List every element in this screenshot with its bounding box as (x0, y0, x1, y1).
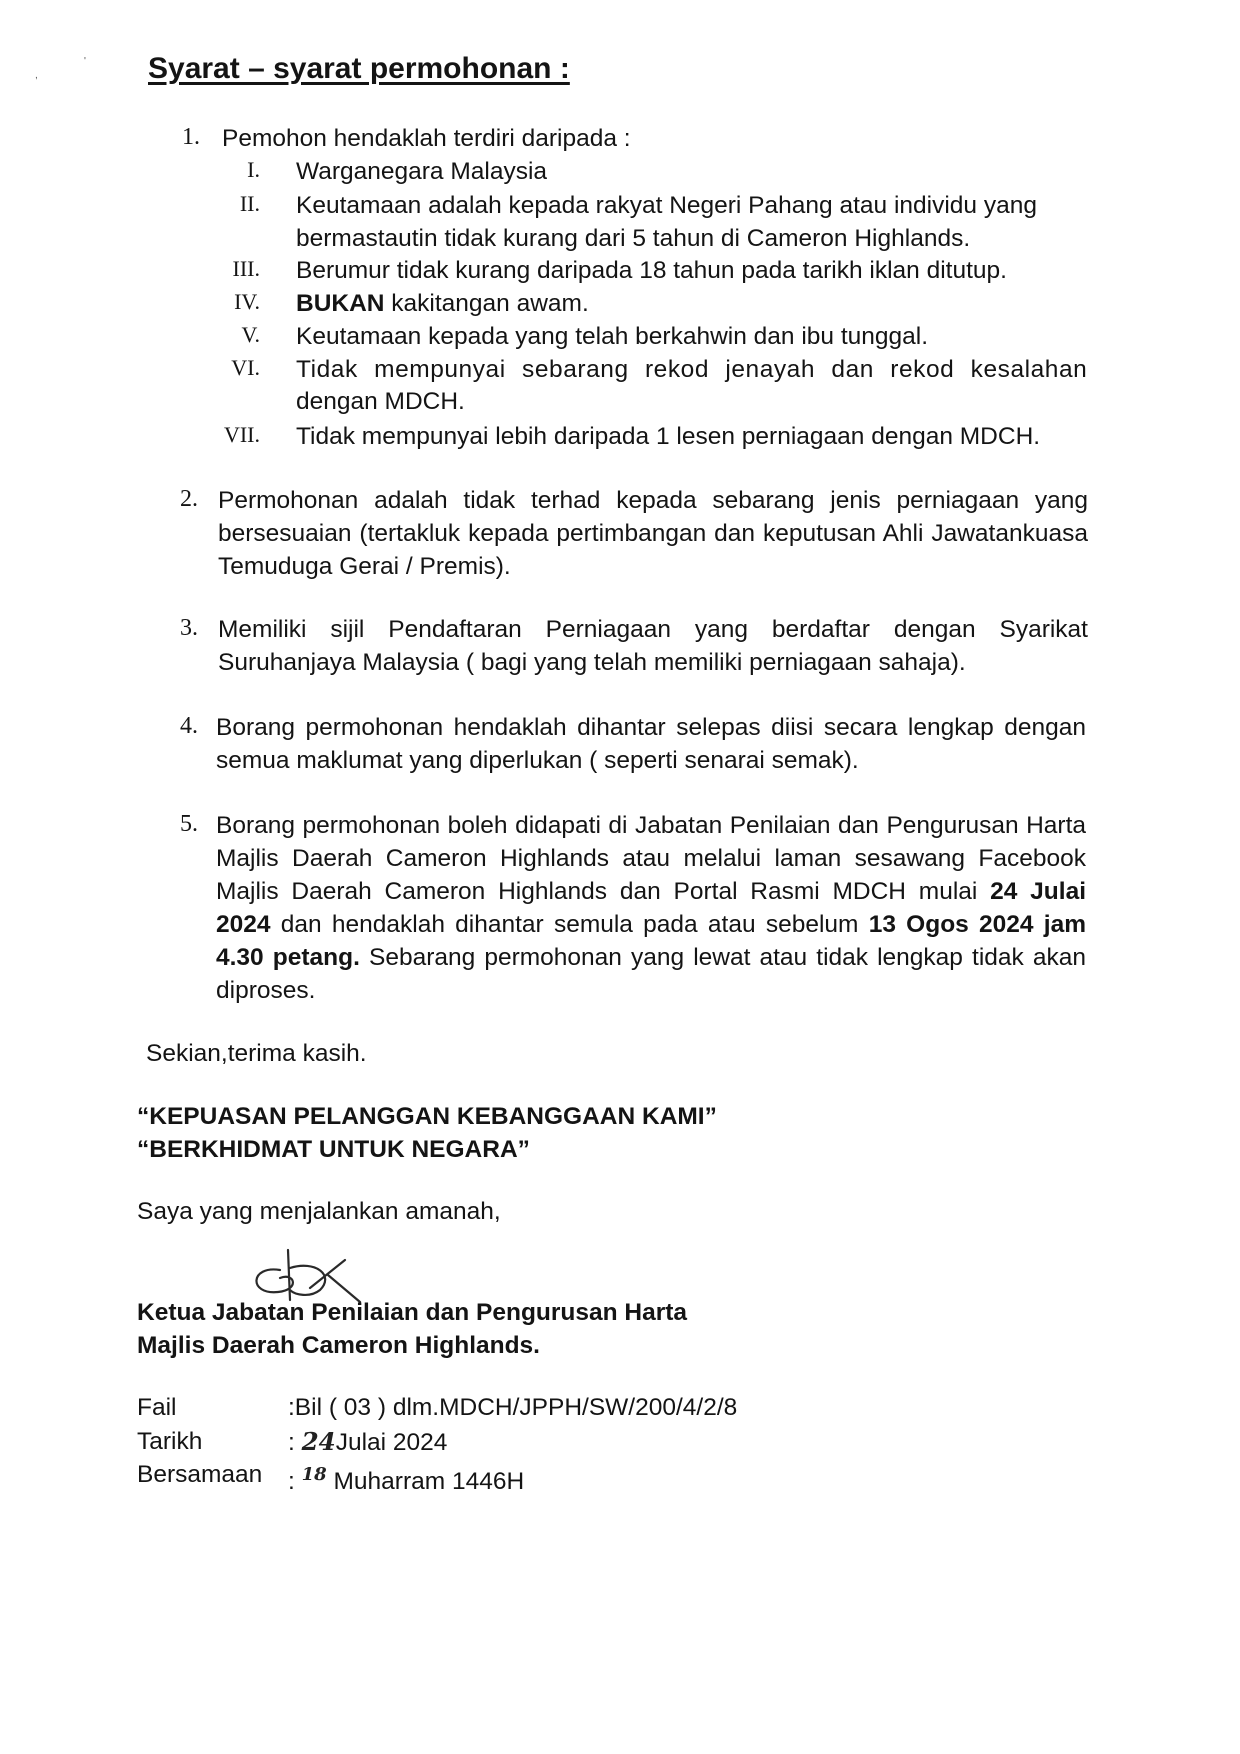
item-text-part: dan hendaklah dihantar semula pada atau sebelum (270, 911, 869, 938)
subitem-text: Tidak mempunyai lebih daripada 1 lesen perniagaan dengan MDCH. (296, 423, 1041, 450)
subitem-rest: kakitangan awam. (384, 290, 589, 317)
subitem-numeral: VII. (223, 422, 260, 447)
scan-mark: , (35, 70, 38, 81)
item-text: Pemohon hendaklah terdiri daripada : (222, 125, 631, 152)
subitem-text: Keutamaan adalah kepada rakyat Negeri Pahang atau individu yang (296, 192, 1037, 219)
subitem-numeral: I. (247, 157, 260, 182)
scan-mark: ' (84, 56, 86, 67)
item-text: Memiliki sijil Pendaftaran Perniagaan yang berdaftar dengan Syarikat Suruhanjaya Malaysia ( bagi yang telah memiliki perniagaan sahaja). (218, 616, 1088, 676)
subitem-numeral: IV. (234, 289, 260, 314)
start-date: 24 Julai 2024 (216, 878, 1086, 938)
meta-date-text: Julai 2024 (335, 1429, 448, 1456)
motto-line-2: “BERKHIDMAT UNTUK NEGARA” (137, 1136, 530, 1163)
meta-label-date: Tarikh (137, 1428, 203, 1455)
item-number: 4. (180, 713, 198, 739)
subitem-text-continued: dengan MDCH. (296, 388, 465, 415)
subitem-text-continued: bermastautin tidak kurang dari 5 tahun di Cameron Highlands. (296, 225, 971, 252)
item-text (216, 809, 1086, 1007)
deadline: 13 Ogos 2024 jam 4.30 petang. (216, 911, 1086, 971)
emphasis: BUKAN (296, 290, 385, 317)
signoff-text: Saya yang menjalankan amanah, (137, 1198, 501, 1225)
subitem-numeral: III. (232, 256, 260, 281)
meta-separator: : (288, 1468, 302, 1496)
subitem-numeral: VI. (231, 355, 260, 380)
page-title: Syarat – syarat permohonan : (148, 52, 570, 85)
signatory-organisation: Majlis Daerah Cameron Highlands. (137, 1332, 540, 1359)
subitem-text: Berumur tidak kurang daripada 18 tahun pada tarikh iklan ditutup. (296, 257, 1007, 284)
closing-text: Sekian,terima kasih. (146, 1040, 367, 1067)
meta-value-date (288, 1425, 447, 1459)
item-text-part: Sebarang permohonan yang lewat atau tidak lengkap tidak akan diproses. (216, 944, 1086, 1004)
subitem-text: Tidak mempunyai sebarang rekod jenayah dan rekod kesalahan (296, 356, 1088, 383)
handwritten-day: 24 (301, 1427, 336, 1456)
meta-hijri-text: Muharram 1446H (326, 1468, 525, 1496)
subitem-text (296, 287, 589, 320)
motto-line-1: “KEPUASAN PELANGGAN KEBANGGAAN KAMI” (137, 1103, 717, 1130)
meta-value-file: :Bil ( 03 ) dlm.MDCH/JPPH/SW/200/4/2/8 (288, 1394, 738, 1421)
subitem-numeral: II. (239, 191, 260, 216)
item-text: Permohonan adalah tidak terhad kepada sebarang jenis perniagaan yang bersesuaian (tertakluk kepada pertimbangan dan keputusan Ahli Jawatankuasa Temuduga Gerai / Premis). (218, 487, 1088, 580)
item-number: 1. (182, 124, 200, 150)
item-number: 2. (180, 486, 198, 512)
meta-separator: : (288, 1429, 302, 1456)
item-number: 3. (180, 615, 198, 641)
meta-value-hijri (288, 1458, 524, 1498)
subitem-text: Warganegara Malaysia (296, 158, 548, 185)
meta-label-file: Fail (137, 1394, 177, 1421)
item-number: 5. (180, 811, 198, 837)
handwritten-hijri-day: 18 (301, 1464, 327, 1485)
item-text-part: Borang permohonan boleh didapati di Jabatan Penilaian dan Pengurusan Harta Majlis Daerah Cameron Highlands atau melalui laman sesawang Facebook Majlis Daerah Cameron Highlands dan Portal Rasmi MDCH mulai (216, 812, 1086, 905)
subitem-text: Keutamaan kepada yang telah berkahwin dan ibu tunggal. (296, 323, 929, 350)
item-text: Borang permohonan hendaklah dihantar selepas diisi secara lengkap dengan semua maklumat yang diperlukan ( seperti senarai semak). (216, 714, 1086, 774)
subitem-numeral: V. (241, 322, 260, 347)
meta-label-hijri: Bersamaan (137, 1461, 263, 1488)
signatory-title: Ketua Jabatan Penilaian dan Pengurusan Harta (137, 1299, 688, 1326)
